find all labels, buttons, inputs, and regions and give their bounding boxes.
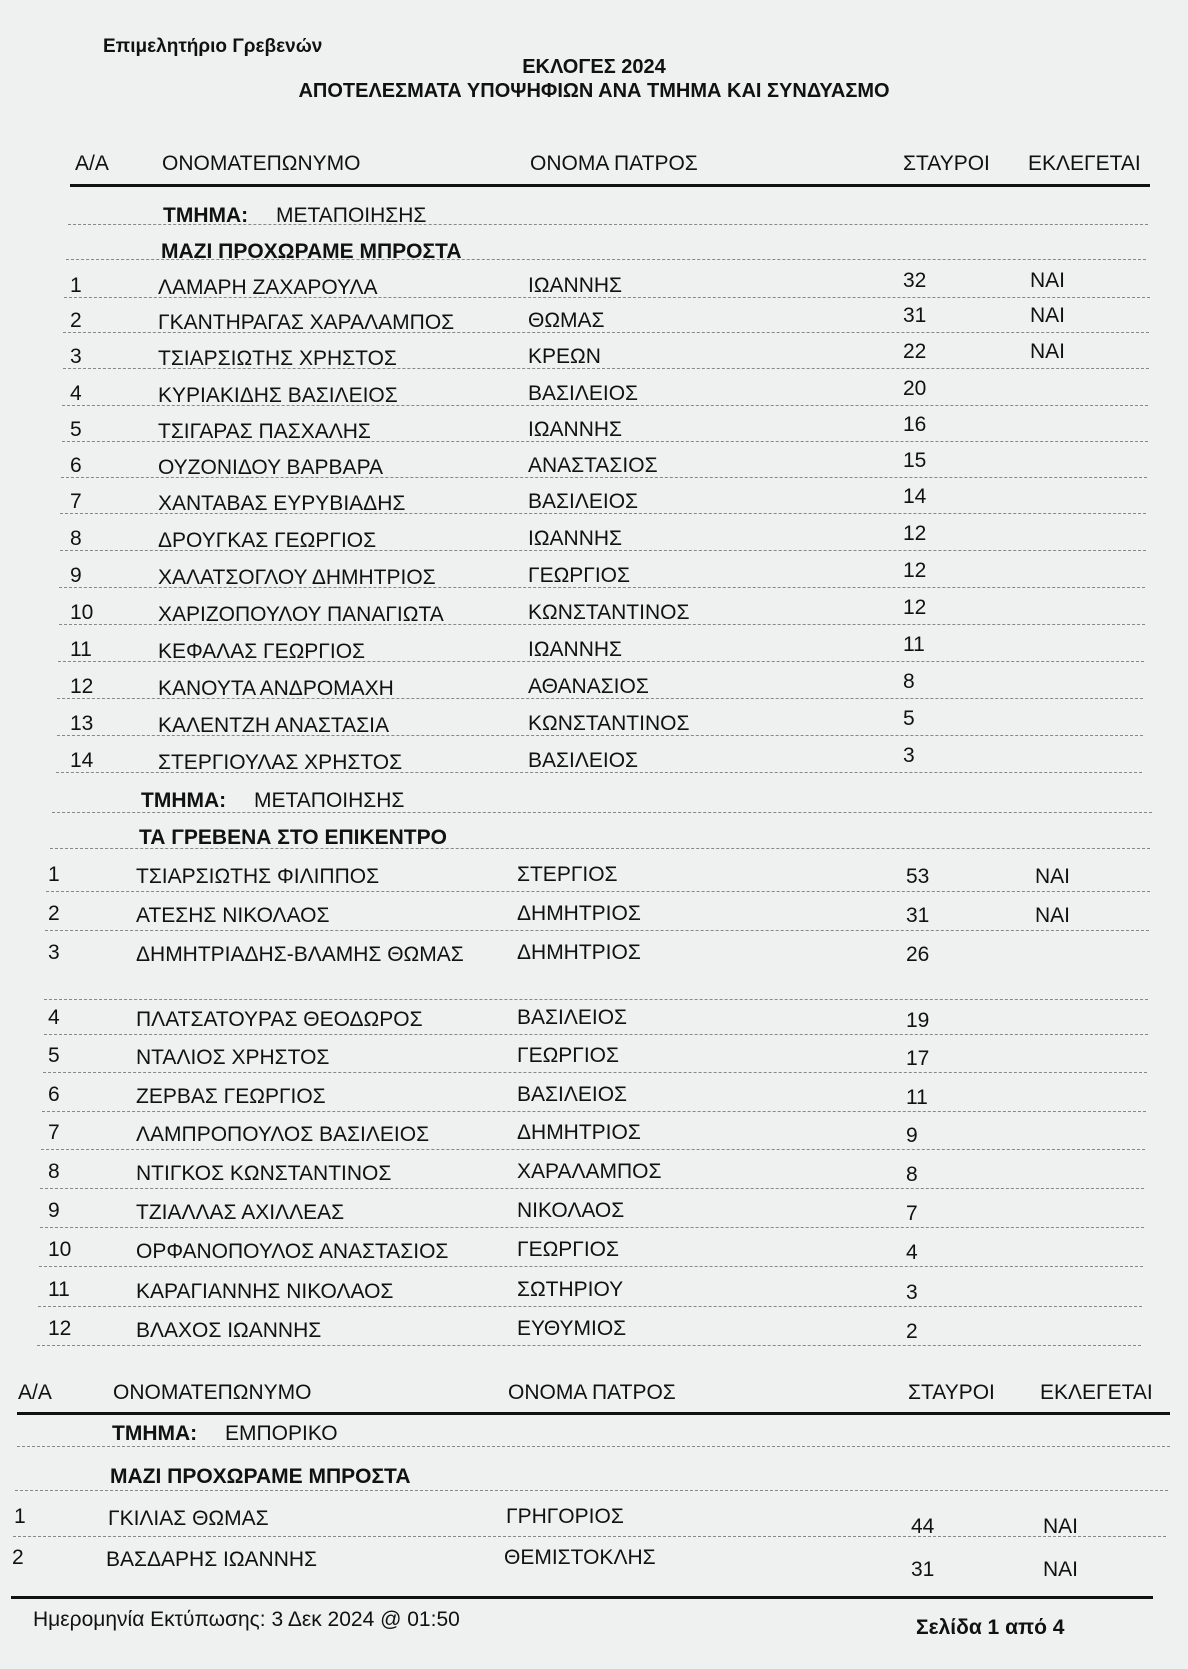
father-name: ΚΩΝΣΤΑΝΤΙΝΟΣ [528,601,690,624]
father-name: ΣΤΕΡΓΙΟΣ [517,863,618,886]
row-aa: 1 [14,1505,26,1528]
row-divider [56,772,1142,773]
row-divider [60,513,1146,514]
votes-count: 3 [906,1281,918,1304]
row-divider [66,259,1146,260]
party-name: ΤΑ ΓΡΕΒΕΝΑ ΣΤΟ ΕΠΙΚΕΝΤΡΟ [139,826,447,849]
column-elected-header: ΕΚΛΕΓΕΤΑΙ [1040,1381,1153,1404]
votes-count: 12 [903,559,927,582]
elected-status: ΝΑΙ [1035,865,1071,888]
father-name: ΑΝΑΣΤΑΣΙΟΣ [528,454,658,477]
row-aa: 13 [70,712,94,735]
section-name: ΕΜΠΟΡΙΚΟ [225,1422,338,1445]
votes-count: 9 [906,1124,918,1147]
row-aa: 5 [48,1044,60,1067]
row-aa: 6 [70,454,82,477]
row-aa: 14 [70,749,94,772]
votes-count: 8 [906,1163,918,1186]
row-divider [45,930,1149,931]
votes-count: 11 [906,1086,928,1109]
father-name: ΙΩΑΝΝΗΣ [528,527,623,550]
candidate-name: ΤΖΙΑΛΛΑΣ ΑΧΙΛΛΕΑΣ [136,1201,345,1224]
votes-count: 4 [906,1241,918,1264]
row-divider [68,224,1148,225]
candidate-name: ΚΑΝΟΥΤΑ ΑΝΔΡΟΜΑΧΗ [158,677,394,700]
row-divider [64,297,1150,298]
father-name: ΒΑΣΙΛΕΙΟΣ [517,1083,628,1106]
elected-status: ΝΑΙ [1043,1558,1079,1581]
votes-count: 11 [903,633,925,656]
row-divider [60,550,1146,551]
father-name: ΓΕΩΡΓΙΟΣ [517,1238,619,1261]
column-aa-header: Α/Α [18,1381,52,1404]
votes-count: 31 [903,304,927,327]
party-name: ΜΑΖΙ ΠΡΟΧΩΡΑΜΕ ΜΠΡΟΣΤΑ [161,240,462,263]
candidate-name: ΛΑΜΠΡΟΠΟΥΛΟΣ ΒΑΣΙΛΕΙΟΣ [136,1123,430,1146]
row-divider [13,1536,1166,1537]
row-divider [50,848,1150,849]
father-name: ΘΩΜΑΣ [528,309,605,332]
father-name: ΓΕΩΡΓΙΟΣ [528,564,630,587]
page-subtitle: ΑΠΟΤΕΛΕΣΜΑΤΑ ΥΠΟΨΗΦΙΩΝ ΑΝΑ ΤΜΗΜΑ ΚΑΙ ΣΥΝΔΥΑΣΜΟ [298,80,890,102]
candidate-name: ΟΥΖΟΝΙΔΟΥ ΒΑΡΒΑΡΑ [158,456,384,479]
row-divider [41,1149,1145,1150]
row-divider [61,477,1147,478]
father-name: ΚΡΕΩΝ [528,345,601,368]
row-divider [44,1034,1148,1035]
votes-count: 16 [903,413,927,436]
father-name: ΙΩΑΝΝΗΣ [528,638,623,661]
candidate-name: ΓΚΙΛΙΑΣ ΘΩΜΑΣ [108,1507,269,1530]
column-father-header: ΟΝΟΜΑ ΠΑΤΡΟΣ [508,1381,676,1404]
votes-count: 26 [906,943,930,966]
row-divider [17,1446,1170,1447]
father-name: ΧΑΡΑΛΑΜΠΟΣ [517,1160,662,1183]
candidate-name: ΠΛΑΤΣΑΤΟΥΡΑΣ ΘΕΟΔΩΡΟΣ [136,1008,423,1031]
row-aa: 8 [70,527,82,550]
column-aa-header: Α/Α [75,152,109,175]
row-divider [58,661,1144,662]
row-divider [62,405,1148,406]
row-aa: 3 [48,941,60,964]
candidate-name: ΟΡΦΑΝΟΠΟΥΛΟΣ ΑΝΑΣΤΑΣΙΟΣ [136,1240,449,1263]
votes-count: 20 [903,377,927,400]
elected-status: ΝΑΙ [1043,1515,1079,1538]
row-divider [40,1227,1144,1228]
candidate-name: ΑΤΕΣΗΣ ΝΙΚΟΛΑΟΣ [136,904,330,927]
candidate-name: ΔΗΜΗΤΡΙΑΔΗΣ-ΒΛΑΜΗΣ ΘΩΜΑΣ [136,943,464,966]
candidate-name: ΛΑΜΑΡΗ ΖΑΧΑΡΟΥΛΑ [158,276,378,299]
party-name: ΜΑΖΙ ΠΡΟΧΩΡΑΜΕ ΜΠΡΟΣΤΑ [110,1465,411,1488]
column-header-row [0,152,1188,182]
row-aa: 2 [48,902,60,925]
father-name: ΒΑΣΙΛΕΙΟΣ [517,1006,628,1029]
column-elected-header: ΕΚΛΕΓΕΤΑΙ [1028,152,1141,175]
print-date: Ημερομηνία Εκτύπωσης: 3 Δεκ 2024 @ 01:50 [33,1608,460,1631]
row-aa: 2 [70,309,82,332]
father-name: ΝΙΚΟΛΑΟΣ [517,1199,625,1222]
father-name: ΔΗΜΗΤΡΙΟΣ [517,1121,641,1144]
section-label: ΤΜΗΜΑ: [163,204,249,227]
column-name-header: ΟΝΟΜΑΤΕΠΩΝΥΜΟ [162,152,361,175]
votes-count: 15 [903,449,927,472]
row-divider [52,812,1152,813]
father-name: ΒΑΣΙΛΕΙΟΣ [528,382,639,405]
row-aa: 9 [70,564,82,587]
candidate-name: ΤΣΙΑΡΣΙΩΤΗΣ ΧΡΗΣΤΟΣ [158,347,397,370]
elected-status: ΝΑΙ [1030,304,1066,327]
section-name: ΜΕΤΑΠΟΙΗΣΗΣ [276,204,427,227]
votes-count: 31 [906,904,930,927]
votes-count: 2 [906,1320,918,1343]
father-name: ΒΑΣΙΛΕΙΟΣ [528,749,639,772]
father-name: ΚΩΝΣΤΑΝΤΙΝΟΣ [528,712,690,735]
elected-status: ΝΑΙ [1030,340,1066,363]
row-divider [57,735,1143,736]
father-name: ΔΗΜΗΤΡΙΟΣ [517,941,641,964]
votes-count: 12 [903,522,927,545]
row-aa: 5 [70,418,82,441]
votes-count: 3 [903,744,915,767]
row-aa: 11 [48,1278,70,1301]
column-votes-header: ΣΤΑΥΡΟΙ [908,1381,995,1404]
candidate-name: ΖΕΡΒΑΣ ΓΕΩΡΓΙΟΣ [136,1085,326,1108]
section-label: ΤΜΗΜΑ: [141,789,227,812]
candidate-name: ΤΣΙΓΑΡΑΣ ΠΑΣΧΑΛΗΣ [158,420,371,443]
father-name: ΑΘΑΝΑΣΙΟΣ [528,675,649,698]
father-name: ΓΕΩΡΓΙΟΣ [517,1044,619,1067]
votes-count: 31 [911,1558,935,1581]
candidate-name: ΧΑΡΙΖΟΠΟΥΛΟΥ ΠΑΝΑΓΙΩΤΑ [158,603,444,626]
row-aa: 7 [48,1121,60,1144]
row-divider [62,441,1148,442]
row-aa: 12 [70,675,94,698]
row-divider [40,1188,1144,1189]
votes-count: 17 [906,1047,930,1070]
row-divider [63,368,1149,369]
row-aa: 7 [70,490,82,513]
header-rule [11,1596,1153,1599]
elected-status: ΝΑΙ [1035,904,1071,927]
candidate-name: ΓΚΑΝΤΗΡΑΓΑΣ ΧΑΡΑΛΑΜΠΟΣ [158,311,455,334]
candidate-name: ΒΛΑΧΟΣ ΙΩΑΝΝΗΣ [136,1319,322,1342]
organization-name: Επιμελητήριο Γρεβενών [103,36,323,57]
votes-count: 19 [906,1009,930,1032]
section-label: ΤΜΗΜΑ: [112,1422,198,1445]
header-rule [17,1412,1170,1415]
father-name: ΕΥΘΥΜΙΟΣ [517,1317,627,1340]
father-name: ΙΩΑΝΝΗΣ [528,274,623,297]
row-aa: 11 [70,638,92,661]
row-divider [37,1345,1141,1346]
candidate-name: ΔΡΟΥΓΚΑΣ ΓΕΩΡΓΙΟΣ [158,529,377,552]
father-name: ΒΑΣΙΛΕΙΟΣ [528,490,639,513]
candidate-name: ΚΥΡΙΑΚΙΔΗΣ ΒΑΣΙΛΕΙΟΣ [158,384,398,407]
candidate-name: ΧΑΝΤΑΒΑΣ ΕΥΡΥΒΙΑΔΗΣ [158,492,406,515]
candidate-name: ΚΑΡΑΓΙΑΝΝΗΣ ΝΙΚΟΛΑΟΣ [136,1280,394,1303]
votes-count: 32 [903,269,927,292]
candidate-name: ΝΤΙΓΚΟΣ ΚΩΝΣΤΑΝΤΙΝΟΣ [136,1162,392,1185]
row-aa: 1 [70,274,82,297]
row-aa: 3 [70,345,82,368]
father-name: ΘΕΜΙΣΤΟΚΛΗΣ [504,1546,656,1569]
candidate-name: ΝΤΑΛΙΟΣ ΧΡΗΣΤΟΣ [136,1046,330,1069]
candidate-name: ΒΑΣΔΑΡΗΣ ΙΩΑΝΝΗΣ [106,1548,318,1571]
votes-count: 7 [906,1202,918,1225]
father-name: ΓΡΗΓΟΡΙΟΣ [506,1505,624,1528]
row-divider [63,332,1149,333]
page-number: Σελίδα 1 από 4 [916,1616,1065,1639]
votes-count: 5 [903,707,915,730]
row-aa: 12 [48,1317,72,1340]
section-name: ΜΕΤΑΠΟΙΗΣΗΣ [254,789,405,812]
row-aa: 2 [12,1546,24,1569]
row-divider [59,624,1145,625]
row-aa: 1 [48,863,60,886]
row-divider [43,1072,1147,1073]
row-aa: 10 [70,601,94,624]
column-header-row [0,1381,1188,1411]
father-name: ΙΩΑΝΝΗΣ [528,418,623,441]
row-aa: 8 [48,1160,60,1183]
votes-count: 12 [903,596,927,619]
column-votes-header: ΣΤΑΥΡΟΙ [903,152,990,175]
row-divider [15,1490,1168,1491]
row-divider [57,698,1143,699]
votes-count: 8 [903,670,915,693]
row-divider [46,891,1150,892]
father-name: ΔΗΜΗΤΡΙΟΣ [517,902,641,925]
row-aa: 4 [70,382,82,405]
votes-count: 14 [903,485,927,508]
header-rule [70,184,1150,187]
page-title: ΕΚΛΟΓΕΣ 2024 [522,56,666,78]
candidate-name: ΚΕΦΑΛΑΣ ΓΕΩΡΓΙΟΣ [158,640,366,663]
candidate-name: ΣΤΕΡΓΙΟΥΛΑΣ ΧΡΗΣΤΟΣ [158,751,403,774]
row-divider [39,1266,1143,1267]
row-aa: 10 [48,1238,72,1261]
elected-status: ΝΑΙ [1030,269,1066,292]
column-name-header: ΟΝΟΜΑΤΕΠΩΝΥΜΟ [113,1381,312,1404]
candidate-name: ΤΣΙΑΡΣΙΩΤΗΣ ΦΙΛΙΠΠΟΣ [136,865,380,888]
candidate-name: ΚΑΛΕΝΤΖΗ ΑΝΑΣΤΑΣΙΑ [158,714,389,737]
column-father-header: ΟΝΟΜΑ ΠΑΤΡΟΣ [530,152,698,175]
father-name: ΣΩΤΗΡΙΟΥ [517,1278,624,1301]
votes-count: 53 [906,865,930,888]
row-aa: 6 [48,1083,60,1106]
candidate-name: ΧΑΛΑΤΣΟΓΛΟΥ ΔΗΜΗΤΡΙΟΣ [158,566,436,589]
votes-count: 22 [903,340,927,363]
row-divider [38,1306,1142,1307]
row-aa: 4 [48,1006,60,1029]
row-divider [42,1111,1146,1112]
row-divider [59,587,1145,588]
votes-count: 44 [911,1515,935,1538]
row-divider [44,999,1148,1000]
row-aa: 9 [48,1199,60,1222]
